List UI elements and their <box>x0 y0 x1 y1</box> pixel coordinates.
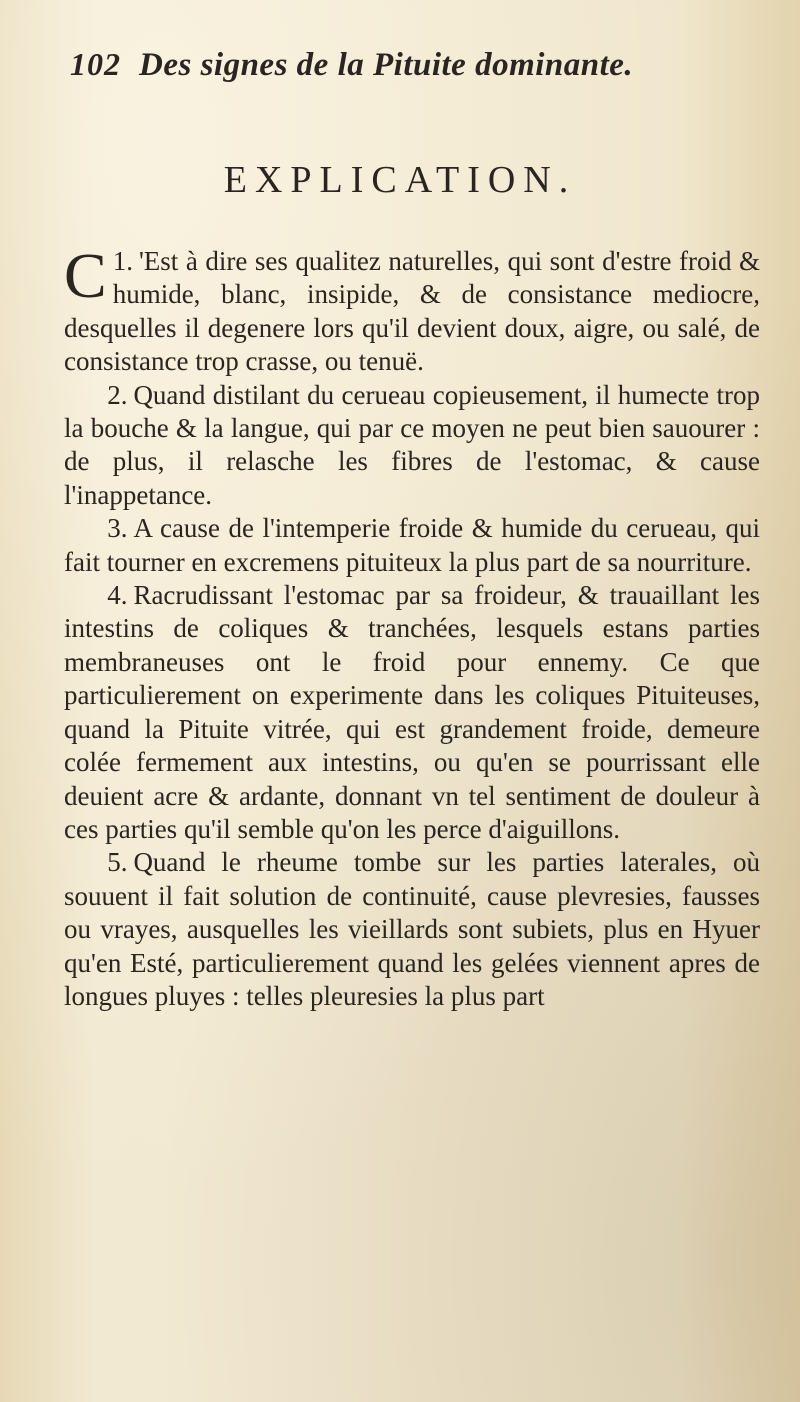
paragraph-1 <box>64 240 760 379</box>
paragraph-text: Quand distilant du cerueau copieusement, il humecte trop la bouche & la langue, qui par ce moyen ne peut bien sauourer : de plus, il relasche les fibres de l'estomac, & cause l'inappetance. <box>64 379 760 510</box>
page-number: 102 <box>70 46 121 82</box>
paragraph-2 <box>64 379 760 513</box>
paragraph-3 <box>64 512 760 579</box>
paragraph-number: 4. <box>107 580 128 611</box>
paragraph-text: A cause de l'intemperie froide & humide du cerueau, qui fait tourner en excremens pituiteux la plus part de sa nourriture. <box>64 513 760 577</box>
paragraph-4 <box>64 579 760 846</box>
paragraph-5 <box>64 846 760 1013</box>
running-title: Des signes de la Pituite dominante. <box>139 47 634 83</box>
section-heading: EXPLICATION. <box>223 159 577 201</box>
paragraph-number: 3. <box>107 513 128 544</box>
paragraph-number: 5. <box>107 847 128 878</box>
drop-cap: C <box>64 240 107 311</box>
running-head <box>70 46 760 96</box>
paragraph-number: 1. <box>112 246 133 276</box>
paragraph-text: Racrudissant l'estomac par sa froideur, & trauaillant les intestins de coliques & tranchées, lesquels estans parties membraneuses ont le froid pour ennemy. Ce que particulierement on experimente dans les coliques Pituiteuses, quand la Pituite vitrée, qui est grandement froide, demeure colée fermement aux intestins, ou qu'en se pourrissant elle deuient acre & ardante, donnant vn tel sentiment de douleur à ces parties qu'il semble qu'on les perce d'aiguillons. <box>64 580 760 844</box>
paragraph-text: 'Est à dire ses qualitez naturelles, qui sont d'estre froid & humide, blanc, insipide, & de consistance mediocre, desquelles il degenere lors qu'il devient doux, aigre, ou salé, de consistance trop crasse, ou tenuë. <box>64 246 760 377</box>
paragraph-number: 2. <box>107 379 128 410</box>
paragraph-text: Quand le rheume tombe sur les parties laterales, où souuent il fait solution de continuité, cause plevresies, fausses ou vrayes, ausquelles les vieillards sont subiets, plus en Hyuer qu'en Esté, particulierement quand les gelées viennent apres de longues pluyes : telles pleuresies la plus part <box>64 847 760 1011</box>
body-text <box>64 240 760 1013</box>
